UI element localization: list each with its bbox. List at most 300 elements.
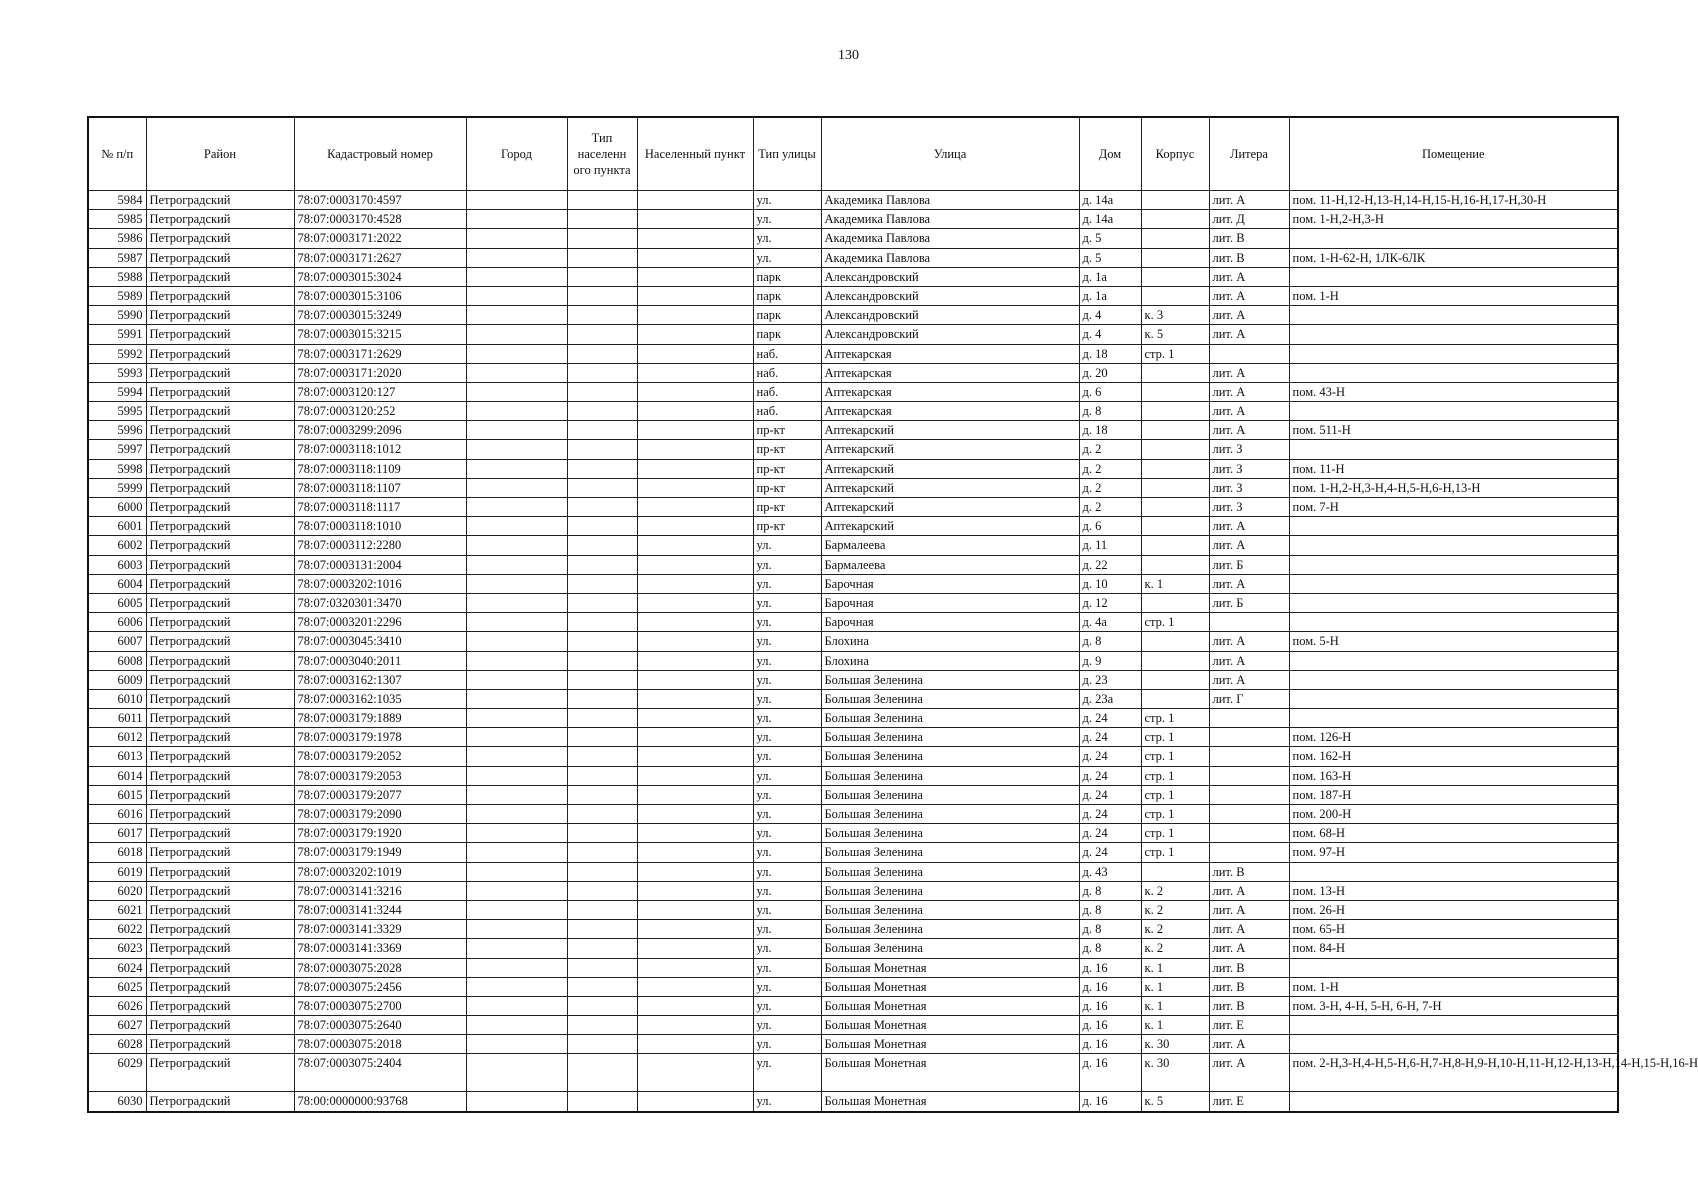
cell-letter: лит. А bbox=[1209, 402, 1289, 421]
cell-letter: лит. А bbox=[1209, 191, 1289, 210]
cell-house: д. 23а bbox=[1079, 689, 1141, 708]
cell-settlement-type bbox=[567, 363, 637, 382]
cell-settlement-type bbox=[567, 593, 637, 612]
table-row bbox=[88, 1054, 1618, 1092]
cell-district: Петроградский bbox=[146, 805, 294, 824]
cell-street-type: ул. bbox=[753, 670, 821, 689]
cell-number: 6021 bbox=[88, 900, 146, 919]
cell-district: Петроградский bbox=[146, 689, 294, 708]
cell-street: Большая Зеленина bbox=[821, 689, 1079, 708]
cell-city bbox=[466, 785, 567, 804]
table-row bbox=[88, 1016, 1618, 1035]
cell-letter: лит. Е bbox=[1209, 1016, 1289, 1035]
table-row bbox=[88, 363, 1618, 382]
table-row bbox=[88, 574, 1618, 593]
cell-cadastral-number: 78:07:0003075:2404 bbox=[294, 1054, 466, 1092]
cell-number: 6014 bbox=[88, 766, 146, 785]
cell-settlement-type bbox=[567, 344, 637, 363]
cell-building bbox=[1141, 670, 1209, 689]
cell-building: к. 30 bbox=[1141, 1035, 1209, 1054]
cell-premises: пом. 97-Н bbox=[1289, 843, 1618, 862]
cell-street-type: ул. bbox=[753, 632, 821, 651]
cell-house: д. 5 bbox=[1079, 248, 1141, 267]
cell-city bbox=[466, 632, 567, 651]
cell-house: д. 14а bbox=[1079, 210, 1141, 229]
cell-street-type: ул. bbox=[753, 229, 821, 248]
cell-settlement bbox=[637, 785, 753, 804]
cell-letter: лит. В bbox=[1209, 977, 1289, 996]
table-row bbox=[88, 325, 1618, 344]
cell-number: 6020 bbox=[88, 881, 146, 900]
cell-letter: лит. А bbox=[1209, 632, 1289, 651]
cell-district: Петроградский bbox=[146, 536, 294, 555]
table-row bbox=[88, 900, 1618, 919]
cell-number: 5999 bbox=[88, 478, 146, 497]
cell-district: Петроградский bbox=[146, 651, 294, 670]
cell-house: д. 18 bbox=[1079, 344, 1141, 363]
table-row bbox=[88, 440, 1618, 459]
cell-number: 6005 bbox=[88, 593, 146, 612]
cell-building: к. 2 bbox=[1141, 939, 1209, 958]
cell-settlement-type bbox=[567, 555, 637, 574]
cell-house: д. 23 bbox=[1079, 670, 1141, 689]
cell-settlement-type bbox=[567, 440, 637, 459]
cell-settlement-type bbox=[567, 613, 637, 632]
cell-street-type: парк bbox=[753, 286, 821, 305]
cell-building bbox=[1141, 459, 1209, 478]
cell-premises bbox=[1289, 517, 1618, 536]
cell-settlement bbox=[637, 191, 753, 210]
header-city: Город bbox=[466, 117, 567, 191]
cell-street-type: парк bbox=[753, 306, 821, 325]
cell-cadastral-number: 78:07:0003141:3329 bbox=[294, 920, 466, 939]
cell-number: 5988 bbox=[88, 267, 146, 286]
cell-premises bbox=[1289, 1016, 1618, 1035]
cell-settlement-type bbox=[567, 728, 637, 747]
cell-settlement-type bbox=[567, 785, 637, 804]
cell-number: 5992 bbox=[88, 344, 146, 363]
cell-street: Аптекарская bbox=[821, 363, 1079, 382]
cell-settlement bbox=[637, 651, 753, 670]
cell-settlement-type bbox=[567, 574, 637, 593]
cell-letter: лит. З bbox=[1209, 498, 1289, 517]
cell-number: 6012 bbox=[88, 728, 146, 747]
cell-district: Петроградский bbox=[146, 670, 294, 689]
cell-house: д. 1а bbox=[1079, 286, 1141, 305]
cell-street-type: ул. bbox=[753, 709, 821, 728]
cell-building: стр. 1 bbox=[1141, 843, 1209, 862]
cell-street: Блохина bbox=[821, 632, 1079, 651]
cell-settlement-type bbox=[567, 689, 637, 708]
cell-district: Петроградский bbox=[146, 593, 294, 612]
table-row bbox=[88, 286, 1618, 305]
cell-house: д. 8 bbox=[1079, 632, 1141, 651]
cell-letter: лит. А bbox=[1209, 363, 1289, 382]
table-row bbox=[88, 402, 1618, 421]
cell-house: д. 12 bbox=[1079, 593, 1141, 612]
cell-district: Петроградский bbox=[146, 267, 294, 286]
cell-cadastral-number: 78:07:0003171:2020 bbox=[294, 363, 466, 382]
cell-building bbox=[1141, 286, 1209, 305]
cell-house: д. 8 bbox=[1079, 920, 1141, 939]
cell-cadastral-number: 78:07:0003141:3216 bbox=[294, 881, 466, 900]
cell-premises: пом. 511-Н bbox=[1289, 421, 1618, 440]
cell-number: 6000 bbox=[88, 498, 146, 517]
cell-house: д. 8 bbox=[1079, 900, 1141, 919]
cell-district: Петроградский bbox=[146, 1035, 294, 1054]
cell-street: Блохина bbox=[821, 651, 1079, 670]
cell-street-type: ул. bbox=[753, 613, 821, 632]
table-row bbox=[88, 920, 1618, 939]
cell-number: 5993 bbox=[88, 363, 146, 382]
cell-cadastral-number: 78:07:0003015:3024 bbox=[294, 267, 466, 286]
cell-district: Петроградский bbox=[146, 517, 294, 536]
cell-district: Петроградский bbox=[146, 900, 294, 919]
cell-city bbox=[466, 402, 567, 421]
cell-building bbox=[1141, 593, 1209, 612]
cell-street-type: ул. bbox=[753, 977, 821, 996]
table-row bbox=[88, 651, 1618, 670]
cell-house: д. 5 bbox=[1079, 229, 1141, 248]
cell-street-type: ул. bbox=[753, 593, 821, 612]
cell-district: Петроградский bbox=[146, 555, 294, 574]
cell-street: Большая Монетная bbox=[821, 1016, 1079, 1035]
cell-street: Большая Зеленина bbox=[821, 862, 1079, 881]
cell-building bbox=[1141, 191, 1209, 210]
cell-house: д. 24 bbox=[1079, 805, 1141, 824]
cell-building bbox=[1141, 689, 1209, 708]
cell-street: Большая Зеленина bbox=[821, 824, 1079, 843]
cell-district: Петроградский bbox=[146, 958, 294, 977]
cell-cadastral-number: 78:07:0003201:2296 bbox=[294, 613, 466, 632]
cell-city bbox=[466, 728, 567, 747]
cell-number: 6017 bbox=[88, 824, 146, 843]
table-row bbox=[88, 248, 1618, 267]
cell-house: д. 18 bbox=[1079, 421, 1141, 440]
cell-number: 6028 bbox=[88, 1035, 146, 1054]
cell-settlement-type bbox=[567, 1092, 637, 1112]
cell-settlement-type bbox=[567, 805, 637, 824]
cell-building bbox=[1141, 536, 1209, 555]
cell-premises bbox=[1289, 229, 1618, 248]
cell-street: Александровский bbox=[821, 306, 1079, 325]
cell-cadastral-number: 78:07:0003118:1107 bbox=[294, 478, 466, 497]
cell-cadastral-number: 78:07:0003015:3215 bbox=[294, 325, 466, 344]
table-row bbox=[88, 267, 1618, 286]
table-row bbox=[88, 785, 1618, 804]
cell-city bbox=[466, 900, 567, 919]
header-street: Улица bbox=[821, 117, 1079, 191]
cell-cadastral-number: 78:07:0003179:2090 bbox=[294, 805, 466, 824]
cell-number: 5996 bbox=[88, 421, 146, 440]
cell-settlement bbox=[637, 382, 753, 401]
cell-house: д. 16 bbox=[1079, 996, 1141, 1015]
cell-settlement bbox=[637, 210, 753, 229]
cell-number: 6008 bbox=[88, 651, 146, 670]
cell-district: Петроградский bbox=[146, 286, 294, 305]
cell-number: 6004 bbox=[88, 574, 146, 593]
cell-street-type: ул. bbox=[753, 728, 821, 747]
cell-cadastral-number: 78:07:0003202:1016 bbox=[294, 574, 466, 593]
cell-city bbox=[466, 977, 567, 996]
cell-building: к. 1 bbox=[1141, 977, 1209, 996]
cell-letter bbox=[1209, 613, 1289, 632]
table-row bbox=[88, 229, 1618, 248]
cell-settlement bbox=[637, 363, 753, 382]
cell-city bbox=[466, 517, 567, 536]
cell-street: Большая Монетная bbox=[821, 958, 1079, 977]
cell-cadastral-number: 78:07:0003170:4528 bbox=[294, 210, 466, 229]
cell-letter: лит. А bbox=[1209, 382, 1289, 401]
cell-house: д. 24 bbox=[1079, 709, 1141, 728]
cell-cadastral-number: 78:07:0320301:3470 bbox=[294, 593, 466, 612]
cell-street: Большая Зеленина bbox=[821, 939, 1079, 958]
cell-house: д. 2 bbox=[1079, 498, 1141, 517]
cell-premises: пом. 65-Н bbox=[1289, 920, 1618, 939]
cell-settlement bbox=[637, 574, 753, 593]
cell-letter: лит. А bbox=[1209, 517, 1289, 536]
cell-city bbox=[466, 363, 567, 382]
cell-city bbox=[466, 478, 567, 497]
cell-street: Большая Зеленина bbox=[821, 805, 1079, 824]
cell-city bbox=[466, 689, 567, 708]
cell-letter bbox=[1209, 824, 1289, 843]
cell-settlement-type bbox=[567, 191, 637, 210]
cell-cadastral-number: 78:07:0003120:252 bbox=[294, 402, 466, 421]
cell-settlement-type bbox=[567, 402, 637, 421]
cell-street-type: наб. bbox=[753, 363, 821, 382]
cell-number: 6030 bbox=[88, 1092, 146, 1112]
cell-letter: лит. А bbox=[1209, 651, 1289, 670]
cell-district: Петроградский bbox=[146, 862, 294, 881]
header-settlement: Населенный пункт bbox=[637, 117, 753, 191]
cell-house: д. 9 bbox=[1079, 651, 1141, 670]
cell-street-type: пр-кт bbox=[753, 498, 821, 517]
cell-cadastral-number: 78:07:0003118:1010 bbox=[294, 517, 466, 536]
cell-city bbox=[466, 191, 567, 210]
cell-city bbox=[466, 613, 567, 632]
cell-settlement bbox=[637, 689, 753, 708]
cell-number: 6010 bbox=[88, 689, 146, 708]
table-row bbox=[88, 958, 1618, 977]
cell-street-type: ул. bbox=[753, 766, 821, 785]
cell-settlement-type bbox=[567, 1054, 637, 1092]
cell-letter bbox=[1209, 766, 1289, 785]
cell-cadastral-number: 78:07:0003179:1920 bbox=[294, 824, 466, 843]
cell-settlement-type bbox=[567, 267, 637, 286]
cell-letter bbox=[1209, 747, 1289, 766]
cell-house: д. 2 bbox=[1079, 440, 1141, 459]
cell-city bbox=[466, 574, 567, 593]
cell-district: Петроградский bbox=[146, 747, 294, 766]
cell-letter: лит. В bbox=[1209, 248, 1289, 267]
cell-number: 5986 bbox=[88, 229, 146, 248]
cell-street: Аптекарский bbox=[821, 498, 1079, 517]
cell-settlement bbox=[637, 670, 753, 689]
cell-letter bbox=[1209, 344, 1289, 363]
cell-building: к. 2 bbox=[1141, 920, 1209, 939]
cell-premises bbox=[1289, 555, 1618, 574]
cell-cadastral-number: 78:07:0003171:2022 bbox=[294, 229, 466, 248]
table-row bbox=[88, 1035, 1618, 1054]
cell-settlement-type bbox=[567, 306, 637, 325]
cell-city bbox=[466, 306, 567, 325]
cell-city bbox=[466, 1054, 567, 1092]
cell-district: Петроградский bbox=[146, 402, 294, 421]
cell-premises: пом. 11-Н bbox=[1289, 459, 1618, 478]
cell-letter: лит. А bbox=[1209, 920, 1289, 939]
cell-city bbox=[466, 651, 567, 670]
cell-premises bbox=[1289, 670, 1618, 689]
cell-street: Барочная bbox=[821, 613, 1079, 632]
cell-city bbox=[466, 498, 567, 517]
table-row bbox=[88, 593, 1618, 612]
cell-cadastral-number: 78:07:0003171:2627 bbox=[294, 248, 466, 267]
cell-number: 5994 bbox=[88, 382, 146, 401]
cell-premises: пом. 126-Н bbox=[1289, 728, 1618, 747]
cell-letter: лит. В bbox=[1209, 862, 1289, 881]
cell-street: Барочная bbox=[821, 574, 1079, 593]
cell-settlement-type bbox=[567, 824, 637, 843]
cell-city bbox=[466, 843, 567, 862]
cell-city bbox=[466, 939, 567, 958]
cell-building bbox=[1141, 478, 1209, 497]
cell-district: Петроградский bbox=[146, 440, 294, 459]
cell-house: д. 16 bbox=[1079, 1035, 1141, 1054]
cell-district: Петроградский bbox=[146, 920, 294, 939]
cell-premises bbox=[1289, 325, 1618, 344]
cell-building bbox=[1141, 382, 1209, 401]
cell-street-type: ул. bbox=[753, 805, 821, 824]
cell-house: д. 16 bbox=[1079, 1016, 1141, 1035]
cell-house: д. 24 bbox=[1079, 747, 1141, 766]
cell-letter: лит. А bbox=[1209, 536, 1289, 555]
cell-street-type: ул. bbox=[753, 191, 821, 210]
cell-street: Большая Монетная bbox=[821, 996, 1079, 1015]
cell-district: Петроградский bbox=[146, 977, 294, 996]
cell-house: д. 11 bbox=[1079, 536, 1141, 555]
cell-number: 5991 bbox=[88, 325, 146, 344]
cell-number: 5987 bbox=[88, 248, 146, 267]
cell-letter: лит. Е bbox=[1209, 1092, 1289, 1112]
cell-city bbox=[466, 286, 567, 305]
cell-house: д. 16 bbox=[1079, 977, 1141, 996]
cell-street-type: ул. bbox=[753, 248, 821, 267]
table-row bbox=[88, 210, 1618, 229]
cell-cadastral-number: 78:07:0003179:1978 bbox=[294, 728, 466, 747]
cell-city bbox=[466, 958, 567, 977]
cell-premises: пом. 68-Н bbox=[1289, 824, 1618, 843]
cell-street-type: наб. bbox=[753, 382, 821, 401]
cell-cadastral-number: 78:07:0003118:1117 bbox=[294, 498, 466, 517]
cell-house: д. 2 bbox=[1079, 459, 1141, 478]
cell-district: Петроградский bbox=[146, 613, 294, 632]
header-house: Дом bbox=[1079, 117, 1141, 191]
table-row bbox=[88, 709, 1618, 728]
cell-street-type: наб. bbox=[753, 402, 821, 421]
cell-number: 6015 bbox=[88, 785, 146, 804]
cell-cadastral-number: 78:07:0003299:2096 bbox=[294, 421, 466, 440]
cell-city bbox=[466, 862, 567, 881]
cell-number: 6024 bbox=[88, 958, 146, 977]
cell-city bbox=[466, 1016, 567, 1035]
cell-building: стр. 1 bbox=[1141, 344, 1209, 363]
cell-settlement-type bbox=[567, 478, 637, 497]
cell-letter bbox=[1209, 709, 1289, 728]
cell-street: Аптекарская bbox=[821, 344, 1079, 363]
cell-settlement-type bbox=[567, 862, 637, 881]
cell-letter: лит. В bbox=[1209, 996, 1289, 1015]
cell-street-type: ул. bbox=[753, 536, 821, 555]
cell-building bbox=[1141, 862, 1209, 881]
cell-number: 5984 bbox=[88, 191, 146, 210]
header-settlement-type: Тип населенн ого пункта bbox=[567, 117, 637, 191]
cell-district: Петроградский bbox=[146, 229, 294, 248]
table-row bbox=[88, 555, 1618, 574]
cell-district: Петроградский bbox=[146, 709, 294, 728]
cell-street-type: ул. bbox=[753, 920, 821, 939]
cell-cadastral-number: 78:07:0003040:2011 bbox=[294, 651, 466, 670]
cell-street-type: ул. bbox=[753, 843, 821, 862]
cell-street: Большая Зеленина bbox=[821, 709, 1079, 728]
cell-building: к. 1 bbox=[1141, 958, 1209, 977]
cell-settlement bbox=[637, 1035, 753, 1054]
cell-street: Большая Зеленина bbox=[821, 900, 1079, 919]
cell-number: 6025 bbox=[88, 977, 146, 996]
cell-street-type: ул. bbox=[753, 996, 821, 1015]
cell-settlement-type bbox=[567, 459, 637, 478]
cell-cadastral-number: 78:07:0003045:3410 bbox=[294, 632, 466, 651]
cell-street: Большая Зеленина bbox=[821, 747, 1079, 766]
cell-premises bbox=[1289, 344, 1618, 363]
cell-settlement-type bbox=[567, 229, 637, 248]
cell-cadastral-number: 78:07:0003075:2018 bbox=[294, 1035, 466, 1054]
cell-number: 6022 bbox=[88, 920, 146, 939]
cell-premises bbox=[1289, 306, 1618, 325]
cell-settlement-type bbox=[567, 210, 637, 229]
cell-district: Петроградский bbox=[146, 1054, 294, 1092]
header-street-type: Тип улицы bbox=[753, 117, 821, 191]
cell-cadastral-number: 78:07:0003162:1307 bbox=[294, 670, 466, 689]
cell-settlement-type bbox=[567, 958, 637, 977]
cell-street-type: пр-кт bbox=[753, 421, 821, 440]
cell-street-type: ул. bbox=[753, 689, 821, 708]
cell-premises: пом. 1-Н bbox=[1289, 286, 1618, 305]
cell-letter: лит. З bbox=[1209, 440, 1289, 459]
table-row bbox=[88, 766, 1618, 785]
cell-number: 6002 bbox=[88, 536, 146, 555]
cell-house: д. 4 bbox=[1079, 306, 1141, 325]
cell-premises bbox=[1289, 1092, 1618, 1112]
table-row bbox=[88, 382, 1618, 401]
cell-settlement-type bbox=[567, 747, 637, 766]
cell-district: Петроградский bbox=[146, 478, 294, 497]
cell-cadastral-number: 78:07:0003075:2640 bbox=[294, 1016, 466, 1035]
cell-district: Петроградский bbox=[146, 766, 294, 785]
cell-premises bbox=[1289, 651, 1618, 670]
cell-house: д. 16 bbox=[1079, 1092, 1141, 1112]
cell-cadastral-number: 78:00:0000000:93768 bbox=[294, 1092, 466, 1112]
cell-street-type: ул. bbox=[753, 747, 821, 766]
cell-settlement bbox=[637, 996, 753, 1015]
cell-district: Петроградский bbox=[146, 1016, 294, 1035]
table-row bbox=[88, 843, 1618, 862]
cell-premises: пом. 2-Н,3-Н,4-Н,5-Н,6-Н,7-Н,8-Н,9-Н,10-Н,11-Н,12-Н,13-Н,14-Н,15-Н,16-Н bbox=[1289, 1054, 1618, 1092]
cell-settlement bbox=[637, 459, 753, 478]
table-row bbox=[88, 824, 1618, 843]
cell-settlement bbox=[637, 536, 753, 555]
cell-letter: лит. А bbox=[1209, 325, 1289, 344]
